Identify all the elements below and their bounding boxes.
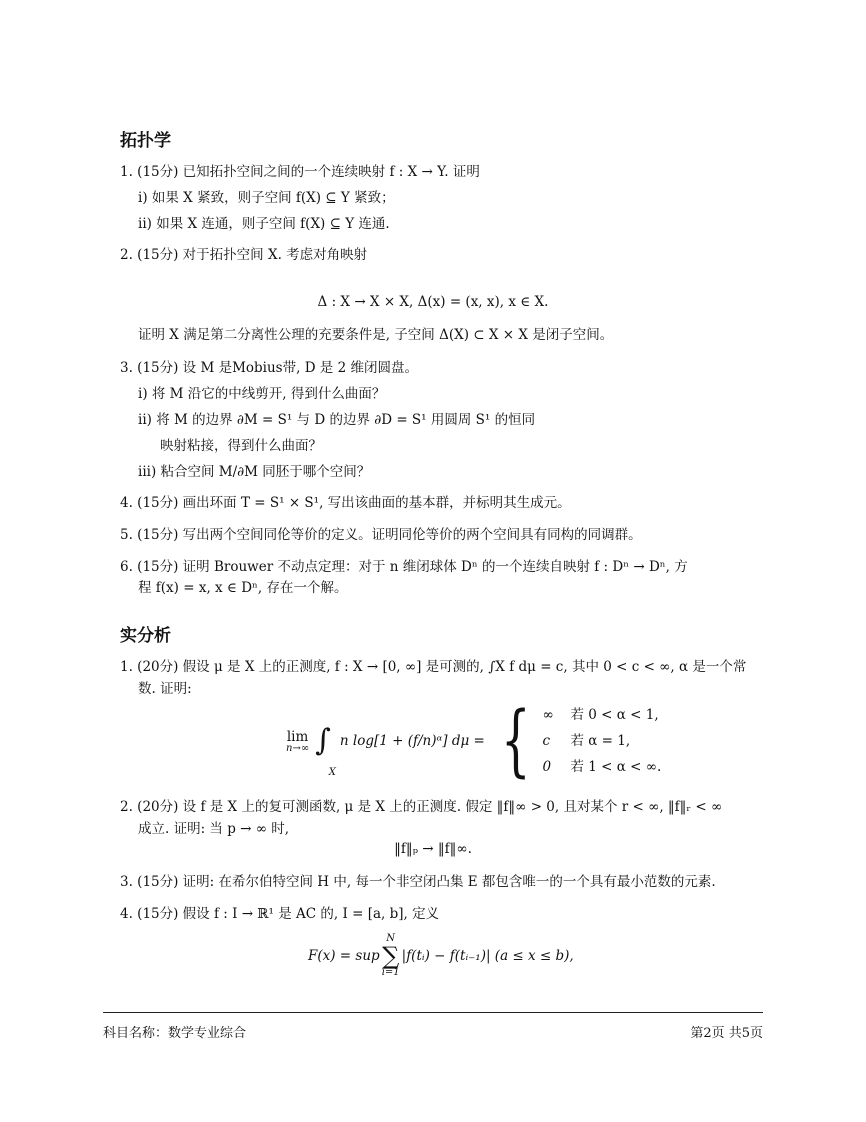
topology-q2-statement: 证明 X 满足第二分离性公理的充要条件是, 子空间 Δ(X) ⊂ X × X 是闭子空间。 bbox=[138, 327, 614, 343]
norm-limit-formula: ‖f‖ₚ → ‖f‖∞. bbox=[394, 841, 472, 857]
topology-question-6: 6. (15分) 证明 Brouwer 不动点定理：对于 n 维闭球体 Dⁿ 的一个连续自映射 f : Dⁿ → Dⁿ, 方 bbox=[120, 559, 688, 575]
case-value: ∞ bbox=[542, 707, 554, 723]
topology-q3-part-iii: iii) 粘合空间 M/∂M 同胚于哪个空间？ bbox=[138, 464, 371, 480]
topology-question-3: 3. (15分) 设 M 是Mobius带, D 是 2 维闭圆盘。 bbox=[120, 360, 418, 376]
variation-rhs: |f(tᵢ) − f(tᵢ₋₁)| (a ≤ x ≤ b), bbox=[401, 948, 574, 964]
footer-page-number: 第2页 共5页 bbox=[690, 1026, 763, 1041]
limit-formula bbox=[286, 696, 662, 786]
case-row bbox=[542, 702, 661, 728]
analysis-q1-cont: 数. 证明: bbox=[138, 681, 192, 697]
diagonal-map-formula: Δ : X → X × X, Δ(x) = (x, x), x ∈ X. bbox=[317, 294, 549, 310]
case-value: c bbox=[542, 733, 551, 749]
integrand: n log[1 + (f/n)ᵅ] dμ = bbox=[339, 733, 485, 749]
summation bbox=[382, 934, 400, 978]
left-brace-icon: { bbox=[500, 696, 531, 786]
variation-lhs: F(x) = sup bbox=[308, 948, 380, 964]
footer-subject: 科目名称：数学专业综合 bbox=[103, 1026, 247, 1041]
lim-text: lim bbox=[286, 728, 309, 745]
case-list bbox=[542, 702, 661, 780]
topology-question-4: 4. (15分) 画出环面 T = S¹ × S¹, 写出该曲面的基本群，并标明其生成元。 bbox=[120, 495, 571, 511]
analysis-question-2: 2. (20分) 设 f 是 X 上的复可测函数, μ 是 X 上的正测度. 假定 ‖f‖∞ > 0, 且对某个 r < ∞, ‖f‖ᵣ < ∞ bbox=[120, 799, 723, 815]
limit-operator bbox=[286, 729, 309, 754]
sum-upper-limit: N bbox=[386, 933, 396, 944]
integral-subscript: X bbox=[328, 767, 336, 778]
analysis-q2-cont: 成立. 证明: 当 p → ∞ 时, bbox=[138, 821, 290, 837]
analysis-question-3: 3. (15分) 证明: 在希尔伯特空间 H 中, 每一个非空闭凸集 E 都包含唯一的一个具有最小范数的元素. bbox=[120, 874, 716, 890]
section-title-topology: 拓扑学 bbox=[120, 131, 171, 151]
analysis-question-1: 1. (20分) 假设 μ 是 X 上的正测度, f : X → [0, ∞] 是可测的, ∫X f dμ = c, 其中 0 < c < ∞, α 是一个常 bbox=[120, 659, 747, 675]
case-condition: 若 0 < α < 1, bbox=[570, 707, 659, 723]
topology-q3-part-i: i) 将 M 沿它的中线剪开, 得到什么曲面？ bbox=[138, 386, 386, 402]
topology-q1-part-ii: ii) 如果 X 连通，则子空间 f(X) ⊆ Y 连通. bbox=[138, 216, 390, 232]
lim-subscript: n→∞ bbox=[286, 742, 310, 754]
analysis-question-4: 4. (15分) 假设 f : I → ℝ¹ 是 AC 的, I = [a, b], 定义 bbox=[120, 906, 440, 922]
topology-q3-part-ii-cont: 映射粘接，得到什么曲面？ bbox=[160, 438, 322, 454]
section-title-real-analysis: 实分析 bbox=[120, 626, 171, 646]
topology-question-1: 1. (15分) 已知拓扑空间之间的一个连续映射 f : X → Y. 证明 bbox=[120, 164, 480, 180]
case-condition: 若 α = 1, bbox=[570, 733, 631, 749]
variation-formula bbox=[308, 934, 574, 978]
case-condition: 若 1 < α < ∞. bbox=[570, 759, 662, 775]
sum-lower-limit: i=1 bbox=[381, 967, 400, 978]
case-row bbox=[542, 728, 661, 754]
integral-sign: ∫ bbox=[315, 723, 331, 758]
case-value: 0 bbox=[542, 759, 552, 775]
case-row bbox=[542, 754, 661, 780]
footer-divider bbox=[103, 1012, 763, 1013]
topology-question-2: 2. (15分) 对于拓扑空间 X. 考虑对角映射 bbox=[120, 247, 368, 263]
sigma-icon: ∑ bbox=[382, 942, 400, 970]
topology-q1-part-i: i) 如果 X 紧致，则子空间 f(X) ⊆ Y 紧致； bbox=[138, 190, 395, 206]
topology-q3-part-ii: ii) 将 M 的边界 ∂M = S¹ 与 D 的边界 ∂D = S¹ 用圆周 S¹ 的恒同 bbox=[138, 412, 536, 428]
topology-q6-cont: 程 f(x) = x, x ∈ Dⁿ, 存在一个解。 bbox=[138, 580, 348, 596]
topology-question-5: 5. (15分) 写出两个空间同伦等价的定义。证明同伦等价的两个空间具有同构的同调群。 bbox=[120, 527, 642, 543]
